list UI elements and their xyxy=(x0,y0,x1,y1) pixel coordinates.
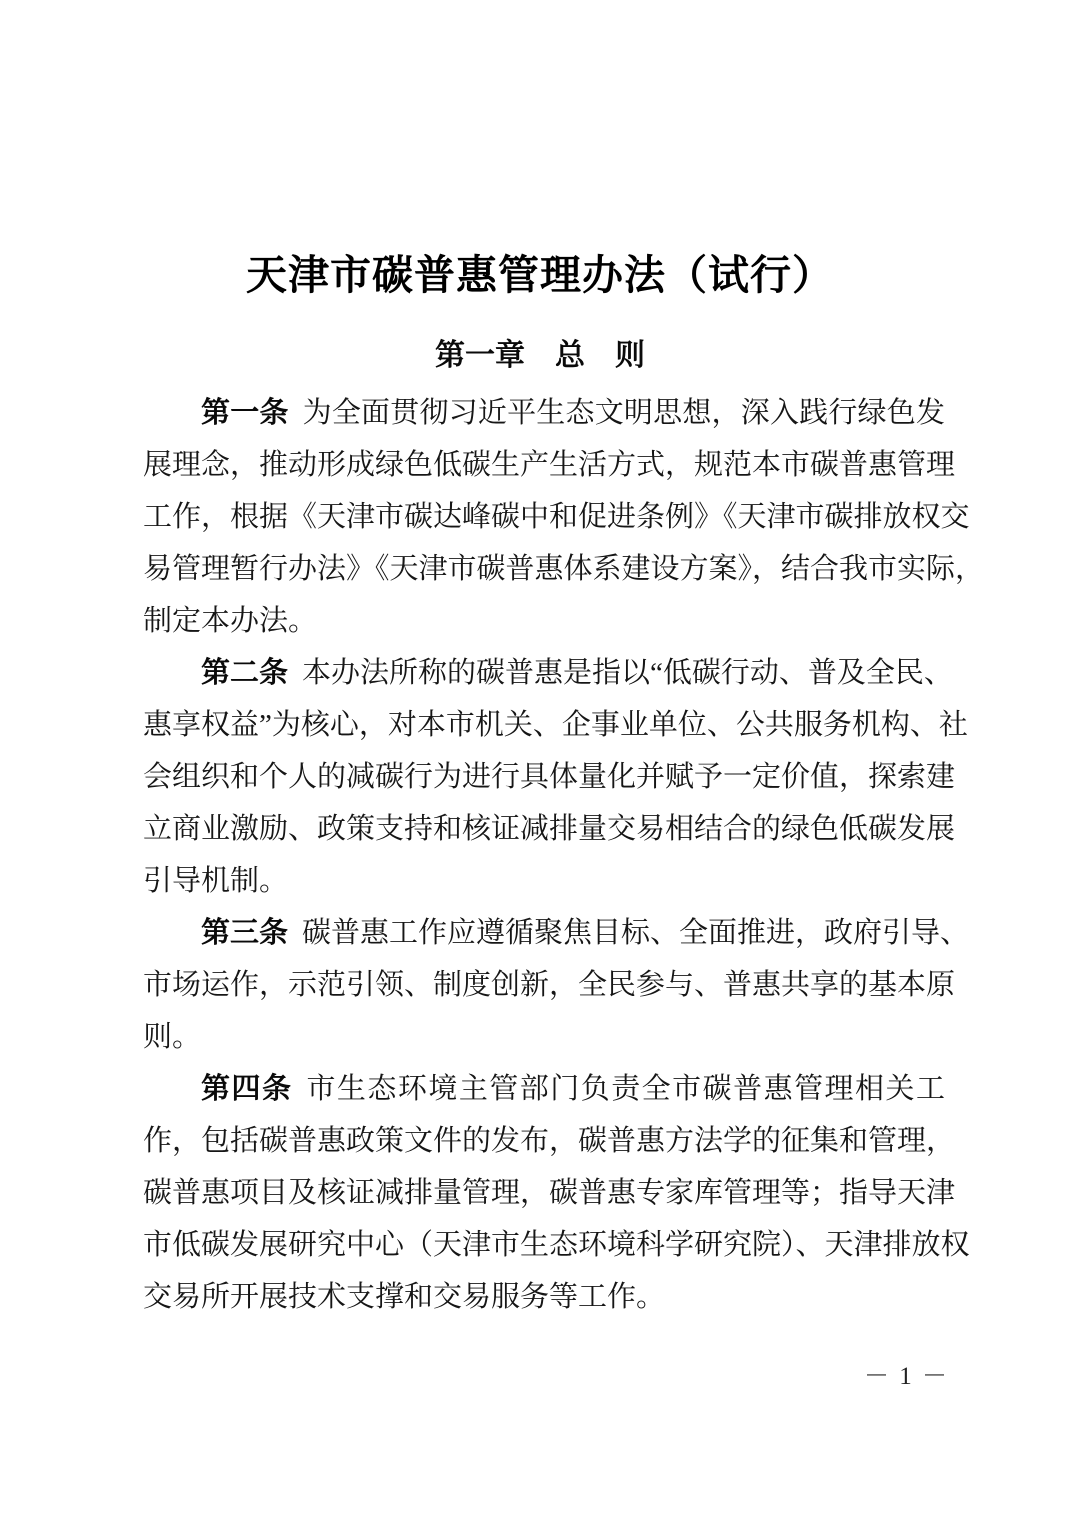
chapter-heading: 第一章 总 则 xyxy=(435,339,645,372)
body-line xyxy=(143,1271,945,1323)
line-text: 碳普惠工作应遵循聚焦目标、全面推进，政府引导、 xyxy=(302,917,970,949)
body-line xyxy=(143,959,956,1011)
article-3-label: 第三条 xyxy=(201,917,289,949)
line-text: 市低碳发展研究中心（天津市生态环境科学研究院）、天津排放权 xyxy=(143,1229,970,1261)
line-text: 引导机制。 xyxy=(143,865,289,897)
line-text: 作，包括碳普惠政策文件的发布，碳普惠方法学的征集和管理， xyxy=(143,1125,956,1157)
body-line xyxy=(143,647,953,699)
body-line xyxy=(143,1167,956,1219)
body-line xyxy=(143,855,945,907)
line-text: 市场运作，示范引领、制度创新，全民参与、普惠共享的基本原 xyxy=(143,969,956,1001)
line-text: 会组织和个人的减碳行为进行具体量化并赋予一定价值，探索建 xyxy=(143,761,956,793)
body-line xyxy=(143,595,945,647)
body-line xyxy=(143,751,956,803)
line-text: 制定本办法。 xyxy=(143,605,318,637)
body-line xyxy=(143,907,970,959)
line-text: 市生态环境主管部门负责全市碳普惠管理相关工 xyxy=(306,1073,945,1105)
body-line xyxy=(143,491,970,543)
body-line xyxy=(143,439,956,491)
body-line xyxy=(143,1011,945,1063)
article-4-label: 第四条 xyxy=(201,1073,293,1105)
line-text: 交易所开展技术支撑和交易服务等工作。 xyxy=(143,1281,666,1313)
line-text: 易管理暂行办法》《天津市碳普惠体系建设方案》，结合我市实际， xyxy=(143,553,985,585)
body-line xyxy=(143,803,956,855)
document-body xyxy=(143,387,985,1323)
line-text: 工作，根据《天津市碳达峰碳中和促进条例》《天津市碳排放权交 xyxy=(143,501,970,533)
body-line xyxy=(143,543,985,595)
page-number: － 1 － xyxy=(863,1363,949,1390)
body-line xyxy=(143,387,945,439)
body-line xyxy=(143,1115,956,1167)
line-text: 本办法所称的碳普惠是指以“低碳行动、普及全民、 xyxy=(302,657,953,689)
body-line xyxy=(143,699,968,751)
line-text: 立商业激励、政策支持和核证减排量交易相结合的绿色低碳发展 xyxy=(143,813,956,845)
line-text: 则。 xyxy=(143,1021,202,1053)
article-2-label: 第二条 xyxy=(201,657,289,689)
line-text: 碳普惠项目及核证减排量管理，碳普惠专家库管理等；指导天津 xyxy=(143,1177,956,1209)
body-line xyxy=(143,1219,970,1271)
article-1-label: 第一条 xyxy=(201,397,289,429)
body-line xyxy=(143,1063,945,1115)
document-title: 天津市碳普惠管理办法（试行） xyxy=(246,252,834,298)
line-text: 展理念，推动形成绿色低碳生产生活方式，规范本市碳普惠管理 xyxy=(143,449,956,481)
line-text: 为全面贯彻习近平生态文明思想，深入践行绿色发 xyxy=(302,397,945,429)
line-text: 惠享权益”为核心，对本市机关、企事业单位、公共服务机构、社 xyxy=(143,709,968,741)
